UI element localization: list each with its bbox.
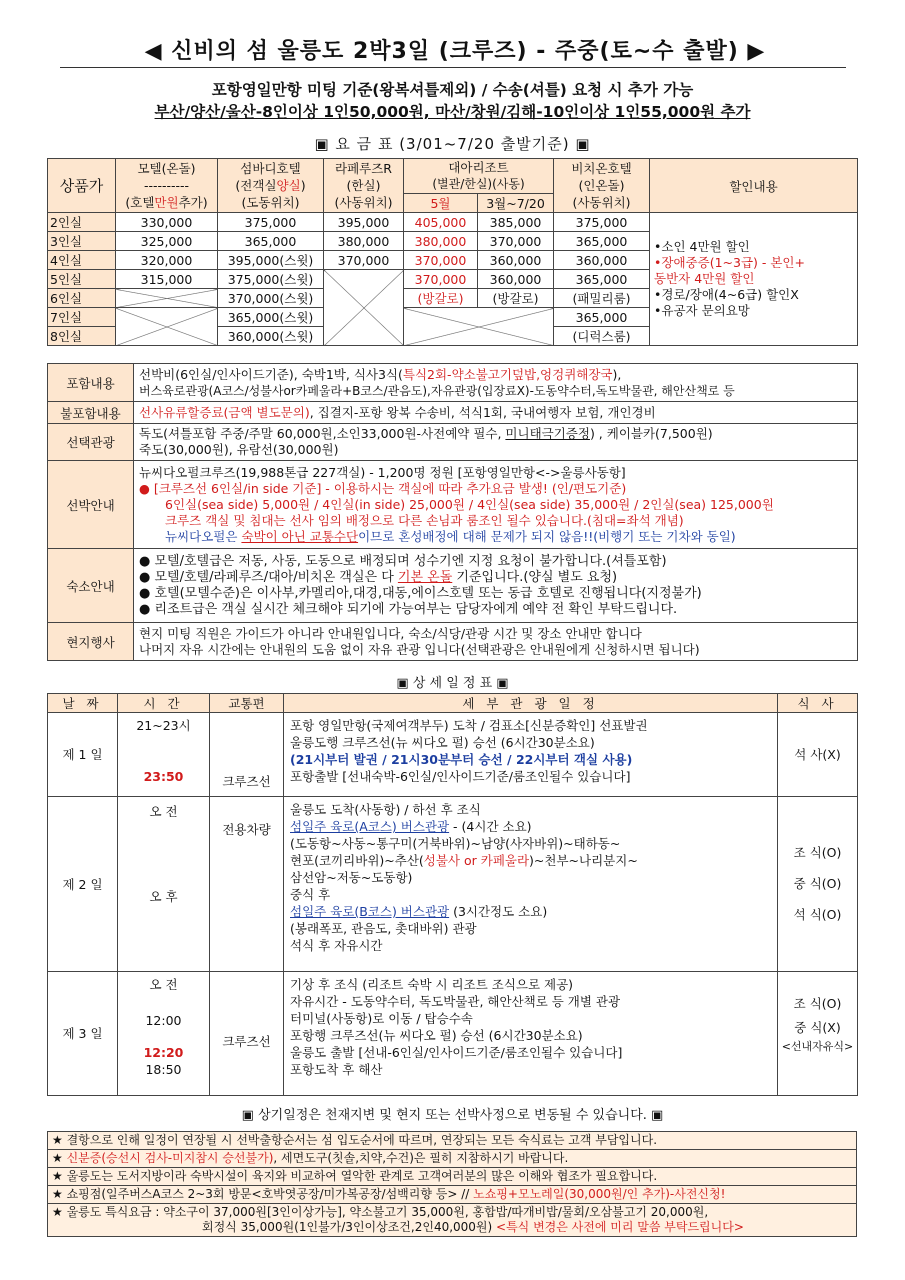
price-cell: 330,000 xyxy=(116,213,218,232)
row-label: 2인실 xyxy=(48,213,116,232)
unavailable-cell xyxy=(116,308,218,346)
price-cell: 370,000(스윗) xyxy=(218,289,324,308)
price-cell: 360,000 xyxy=(478,270,554,289)
price-cell: 315,000 xyxy=(116,270,218,289)
row-label: 5인실 xyxy=(48,270,116,289)
price-table xyxy=(47,158,858,346)
beach-on-hotel-header: 비치온호텔 (인온돌) (사동위치) xyxy=(554,159,650,213)
day-1-details: 포항 영일만항(국제여객부두) 도착 / 검표소[신분증확인] 선표발권 울릉도행 크루즈선(뉴 씨다오 펄) 승선 (6시간30분소요) (21시부터 발권 / 21시30분부터 승선 / 22시부터 객실 사용) 포항출발 [선내숙박-6인실/인사이드기준/룸조인될수 있습니다] xyxy=(284,713,778,797)
price-cell: 395,000(스윗) xyxy=(218,251,324,270)
day-3-transport: 크루즈선 xyxy=(210,972,284,1096)
day-1-times: 21~23시 23:50 xyxy=(118,713,210,797)
page-title: ◀ 신비의 섬 울릉도 2박3일 (크루즈) - 주중(토~수 출발) ▶ xyxy=(144,39,766,64)
price-cell: 365,000 xyxy=(554,270,650,289)
daea-may-header: 5월 xyxy=(404,194,478,213)
included-label: 포함내용 xyxy=(48,364,134,402)
note-item: ★ 결항으로 인해 일정이 연장될 시 선박출항순서는 섬 입도순서에 따르며, 연장되는 모든 숙식료는 고객 부담입니다. xyxy=(48,1132,857,1150)
price-cell: 385,000 xyxy=(478,213,554,232)
day-3-details: 기상 후 조식 (리조트 숙박 시 리조트 조식으로 제공) 자유시간 - 도동약수터, 독도박물관, 해안산책로 등 개별 관광 터미널(사동항)로 이동 / 탑승수속 포항행 크루즈선(뉴 씨다오 펄) 승선 (6시간30분소요) 울릉도 출발 [선내-6인실/인사이드기준/룸조인될수 있습니다] 포항도착 후 해산 xyxy=(284,972,778,1096)
col-date: 날 짜 xyxy=(48,694,118,713)
notes-table xyxy=(47,1131,857,1237)
schedule-footer: ▣ 상기일정은 천재지변 및 현지 또는 선박사정으로 변동될 수 있습니다. ▣ xyxy=(241,1108,664,1123)
local-event-content: 현지 미팅 직원은 가이드가 아니라 안내원입니다, 숙소/식당/관광 시간 및 장소 안내만 합니다 나머지 자유 시간에는 안내원의 도움 없이 자유 관광 입니다(선택관광은 안내원에게 신청하시면 됩니다) xyxy=(134,623,858,661)
room-type-cell: (방갈로) xyxy=(478,289,554,308)
laperouse-header: 라페루즈R (한실) (사동위치) xyxy=(324,159,404,213)
info-table xyxy=(47,363,858,661)
price-cell: 365,000 xyxy=(218,232,324,251)
note-item: ★ 쇼핑점(일주버스A코스 2~3회 방문<호박엿공장/미가복공장/섬백리향 등> // 노쇼핑+모노레일(30,000원/인 추가)-사전신청! xyxy=(48,1186,857,1204)
day-3-meals: 조 식(O) 중 식(X) <선내자유식> xyxy=(778,972,858,1096)
price-table-caption: ▣ 요 금 표 (3/01~7/20 출발기준) ▣ xyxy=(314,135,591,153)
local-event-label: 현지행사 xyxy=(48,623,134,661)
sunbadi-hotel-header: 섬바디호텔 (전객실양실) (도동위치) xyxy=(218,159,324,213)
price-cell: 395,000 xyxy=(324,213,404,232)
included-content: 선박비(6인실/인사이드기준), 숙박1박, 식사3식(특식2회-약소불고기덮밥,엉겅퀴해장국), 버스육로관광(A코스/성불사or카페울라+B코스/관음도),자유관광(입장료X)-도동약수터,독도박물관, 해안산책로 등 xyxy=(134,364,858,402)
row-label: 3인실 xyxy=(48,232,116,251)
unavailable-cell xyxy=(116,289,218,308)
meeting-note: 포항영일만항 미팅 기준(왕복셔틀제외) / 수송(셔틀) 요청 시 추가 가능 xyxy=(211,81,694,99)
price-cell: 370,000 xyxy=(404,251,478,270)
day-1-transport: 크루즈선 xyxy=(210,713,284,797)
day-2-meals: 조 식(O) 중 식(O) 석 식(O) xyxy=(778,797,858,972)
day-2-details: 울릉도 도착(사동항) / 하선 후 조식 섬일주 육로(A코스) 버스관광 - (4시간 소요) (도동항~사동~통구미(거북바위)~남양(사자바위)~태하동~ 현포(코끼리바위)~추산(성불사 or 카페울라)~천부~나리분지~ 삼선암~저동~도동항) 중식 후 섬일주 육로(B코스) 버스관광 (3시간정도 소요) (봉래폭포, 관음도, 촛대바위) 관광 석식 후 자유시간 xyxy=(284,797,778,972)
day-1: 제 1 일 xyxy=(48,713,118,797)
price-cell: 380,000 xyxy=(404,232,478,251)
room-type-cell: (디럭스룸) xyxy=(554,327,650,346)
daea-resort-header: 대아리조트 (별관/한실)(사동) xyxy=(404,159,554,194)
daea-mar-jul-header: 3월~7/20 xyxy=(478,194,554,213)
price-cell: 365,000 xyxy=(554,308,650,327)
price-cell: 360,000 xyxy=(478,251,554,270)
price-cell: 370,000 xyxy=(404,270,478,289)
unavailable-cell xyxy=(324,270,404,346)
price-cell: 365,000 xyxy=(554,232,650,251)
day-3-times: 오 전 12:00 12:20 18:50 xyxy=(118,972,210,1096)
accommodation-content: ● 모텔/호텔급은 저동, 사동, 도동으로 배정되며 성수기엔 지정 요청이 불가합니다.(셔틀포함) ● 모텔/호텔/라페루즈/대아/비치온 객실은 다 기본 온돌 기준입니다.(양실 별도 요청) ● 호텔(모텔수준)은 이사부,카멜리아,대경,대동,에이스호텔 또는 동급 호텔로 진행됩니다(지정불가) ● 리조트급은 객실 실시간 체크해야 되기에 가능여부는 담당자에게 예약 전 확인 부탁드립니다. xyxy=(134,549,858,623)
row-label: 4인실 xyxy=(48,251,116,270)
title-divider xyxy=(60,67,846,68)
price-cell: 380,000 xyxy=(324,232,404,251)
day-3: 제 3 일 xyxy=(48,972,118,1096)
room-type-cell: (패밀리룸) xyxy=(554,289,650,308)
price-cell: 370,000 xyxy=(324,251,404,270)
options-content: 독도(셔틀포함 주중/주말 60,000원,소인33,000원-사전예약 필수, 미니태극기증정) , 케이블카(7,500원) 죽도(30,000원), 유람선(30,000원) xyxy=(134,424,858,461)
row-label: 6인실 xyxy=(48,289,116,308)
row-label: 7인실 xyxy=(48,308,116,327)
price-cell: 375,000 xyxy=(218,213,324,232)
price-cell: 405,000 xyxy=(404,213,478,232)
price-cell: 375,000 xyxy=(554,213,650,232)
excluded-content: 선사유류할증료(금액 별도문의), 집결지-포항 왕복 수송비, 석식1회, 국내여행자 보험, 개인경비 xyxy=(134,402,858,424)
shuttle-surcharge-note: 부산/양산/울산-8인이상 1인50,000원, 마산/창원/김해-10인이상 1인55,000원 추가 xyxy=(154,103,751,121)
col-transport: 교통편 xyxy=(210,694,284,713)
row-label: 8인실 xyxy=(48,327,116,346)
day-2-times: 오 전 오 후 xyxy=(118,797,210,972)
note-item: ★ 울릉도 특식요금 : 약소구이 37,000원[3인이상가능], 약소불고기 35,000원, 홍합밥/따개비밥/물회/오삼불고기 20,000원, 회정식 35,000원(1인불가/3인이상조건,2인40,000원) <특식 변경은 사전에 미리 말씀 부탁드립니다> xyxy=(48,1204,857,1237)
price-cell: 375,000(스윗) xyxy=(218,270,324,289)
price-cell: 320,000 xyxy=(116,251,218,270)
day-2-transport: 전용차량 xyxy=(210,797,284,972)
col-time: 시 간 xyxy=(118,694,210,713)
excluded-label: 불포함내용 xyxy=(48,402,134,424)
price-cell: 325,000 xyxy=(116,232,218,251)
accommodation-label: 숙소안내 xyxy=(48,549,134,623)
price-cell: 365,000(스윗) xyxy=(218,308,324,327)
ship-label: 선박안내 xyxy=(48,461,134,549)
price-cell: 360,000(스윗) xyxy=(218,327,324,346)
motel-header: 모텔(온돌) ---------- (호텔만원추가) xyxy=(116,159,218,213)
day-1-meals: 석 사(X) xyxy=(778,713,858,797)
discount-list: •소인 4만원 할인 •장애중증(1~3급) - 본인+ 동반자 4만원 할인 •경로/장애(4~6급) 할인X •유공자 문의요망 xyxy=(650,213,858,346)
options-label: 선택관광 xyxy=(48,424,134,461)
discount-header: 할인내용 xyxy=(650,159,858,213)
price-cell: 360,000 xyxy=(554,251,650,270)
price-cell: 370,000 xyxy=(478,232,554,251)
product-price-header: 상품가 xyxy=(48,159,116,213)
note-item: ★ 울릉도는 도서지방이라 숙박시설이 육지와 비교하여 열악한 관계로 고객여러분의 많은 이해와 협조가 필요합니다. xyxy=(48,1168,857,1186)
ship-content: 뉴씨다오펄크루즈(19,988톤급 227객실) - 1,200명 정원 [포항영일만항<->울릉사동항] ● [크루즈선 6인실/in side 기준] - 이용하시는 객실에 따라 추가요금 발생! (인/편도기준) 6인실(sea side) 5,000원 / 4인실(in side) 25,000원 / 4인실(sea side) 35,000원 / 2인실(sea) 125,000원 크루즈 객실 및 침대는 선사 임의 배정으로 다른 손님과 룸조인 될수 있습니다.(침대=좌석 개념) 뉴씨다오펄은 숙박이 아닌 교통수단이므로 혼성배정에 대해 문제가 되지 않음!!(비행기 또는 기차와 동일) xyxy=(134,461,858,549)
unavailable-cell xyxy=(404,308,554,346)
schedule-caption: ▣ 상 세 일 정 표 ▣ xyxy=(396,676,509,691)
room-type-cell: (방갈로) xyxy=(404,289,478,308)
note-item: ★ 신분증(승선시 검사-미지참시 승선불가), 세면도구(칫솔,치약,수건)은 필히 지참하시기 바랍니다. xyxy=(48,1150,857,1168)
col-details: 세 부 관 광 일 정 xyxy=(284,694,778,713)
day-2: 제 2 일 xyxy=(48,797,118,972)
schedule-table xyxy=(47,693,858,1096)
col-meals: 식 사 xyxy=(778,694,858,713)
